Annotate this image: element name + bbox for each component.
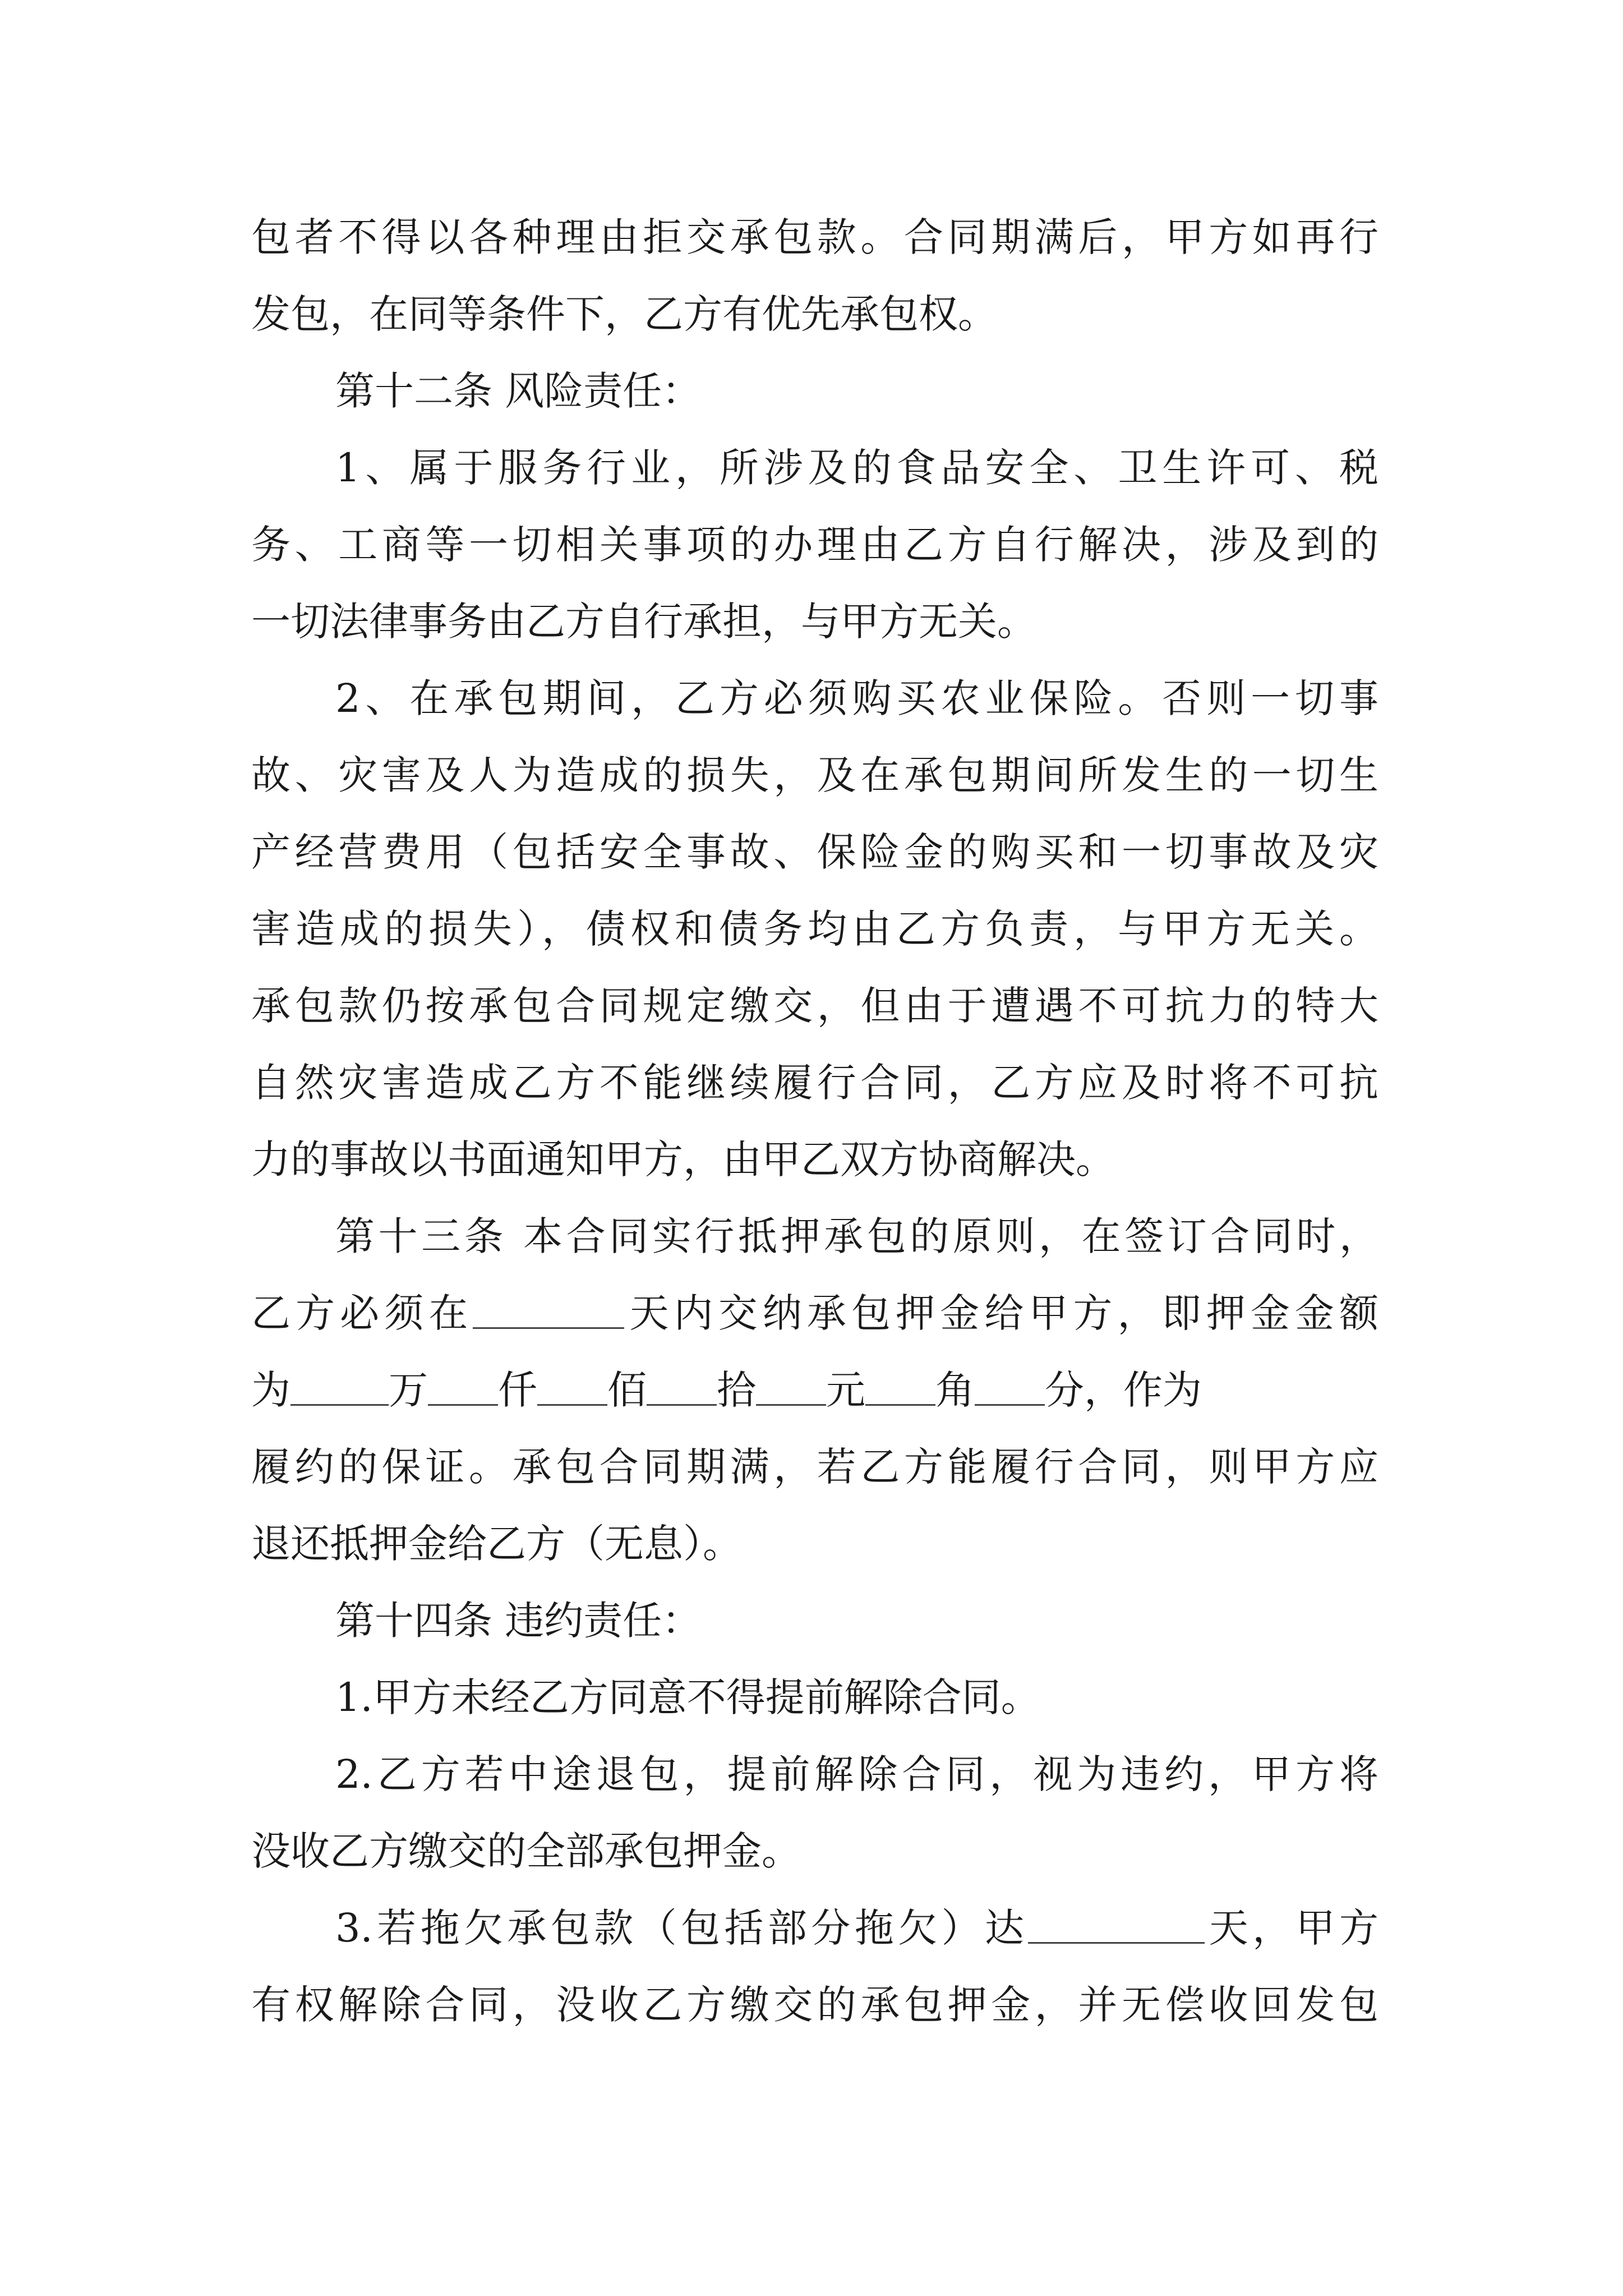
fill-blank [865,1375,935,1406]
text-line: 承包款仍按承包合同规定缴交，但由于遭遇不可抗力的特大 [251,983,1378,1029]
text-line: 害造成的损失），债权和债务均由乙方负责，与甲方无关。 [251,906,1378,952]
text-line [251,1275,1378,1352]
fill-blank [975,1375,1045,1406]
text-segment: 乙方必须在 [251,1290,473,1336]
text-line [251,1890,1378,1967]
text-segment: 元 [826,1367,865,1413]
text-segment: 仟 [498,1367,537,1413]
text-segment: 天内交纳承包押金给甲方，即押金金额 [624,1290,1379,1336]
text-segment: 万 [389,1367,428,1413]
text-line: 第十三条 本合同实行抵押承包的原则，在签订合同时， [335,1213,1378,1259]
text-segment: 角 [935,1367,975,1413]
text-line: 故、灾害及人为造成的损失，及在承包期间所发生的一切生 [251,752,1378,798]
text-line [251,1352,1378,1429]
text-line: 退还抵押金给乙方（无息）。 [251,1521,742,1567]
text-line: 发包，在同等条件下，乙方有优先承包权。 [251,291,997,337]
text-line: 力的事故以书面通知甲方，由甲乙双方协商解决。 [251,1137,1115,1182]
text-segment: 天，甲方 [1205,1905,1378,1951]
text-line: 产经营费用（包括安全事故、保险金的购买和一切事故及灾 [251,829,1378,875]
text-line: 包者不得以各种理由拒交承包款。合同期满后，甲方如再行 [251,214,1378,260]
text-line: 履约的保证。承包合同期满，若乙方能履行合同，则甲方应 [251,1444,1378,1490]
article-heading: 第十四条 违约责任： [335,1598,702,1644]
text-line: 1、属于服务行业，所涉及的食品安全、卫生许可、税 [335,445,1378,491]
text-line: 2.乙方若中途退包，提前解除合同，视为违约，甲方将 [335,1751,1378,1797]
text-line: 2、在承包期间，乙方必须购买农业保险。否则一切事 [335,675,1378,721]
text-line: 1.甲方未经乙方同意不得提前解除合同。 [335,1674,1040,1720]
fill-blank [473,1298,624,1329]
fill-blank [291,1375,389,1406]
article-heading: 第十二条 风险责任： [335,368,702,414]
fill-blank [647,1375,717,1406]
text-segment: 佰 [607,1367,647,1413]
fill-blank [756,1375,826,1406]
fill-blank [428,1375,498,1406]
text-segment: 3.若拖欠承包款（包括部分拖欠）达 [335,1905,1029,1951]
text-line: 有权解除合同，没收乙方缴交的承包押金，并无偿收回发包 [251,1982,1378,2028]
text-line: 自然灾害造成乙方不能继续履行合同，乙方应及时将不可抗 [251,1060,1378,1106]
text-line: 一切法律事务由乙方自行承担，与甲方无关。 [251,599,1036,645]
text-segment: 拾 [717,1367,756,1413]
fill-blank [1028,1913,1205,1944]
fill-blank [537,1375,607,1406]
text-segment: 为 [251,1367,291,1413]
document-body [251,199,1378,2044]
text-line: 务、工商等一切相关事项的办理由乙方自行解决，涉及到的 [251,522,1378,568]
text-segment: 分，作为 [1045,1367,1202,1413]
text-line: 没收乙方缴交的全部承包押金。 [251,1828,801,1874]
